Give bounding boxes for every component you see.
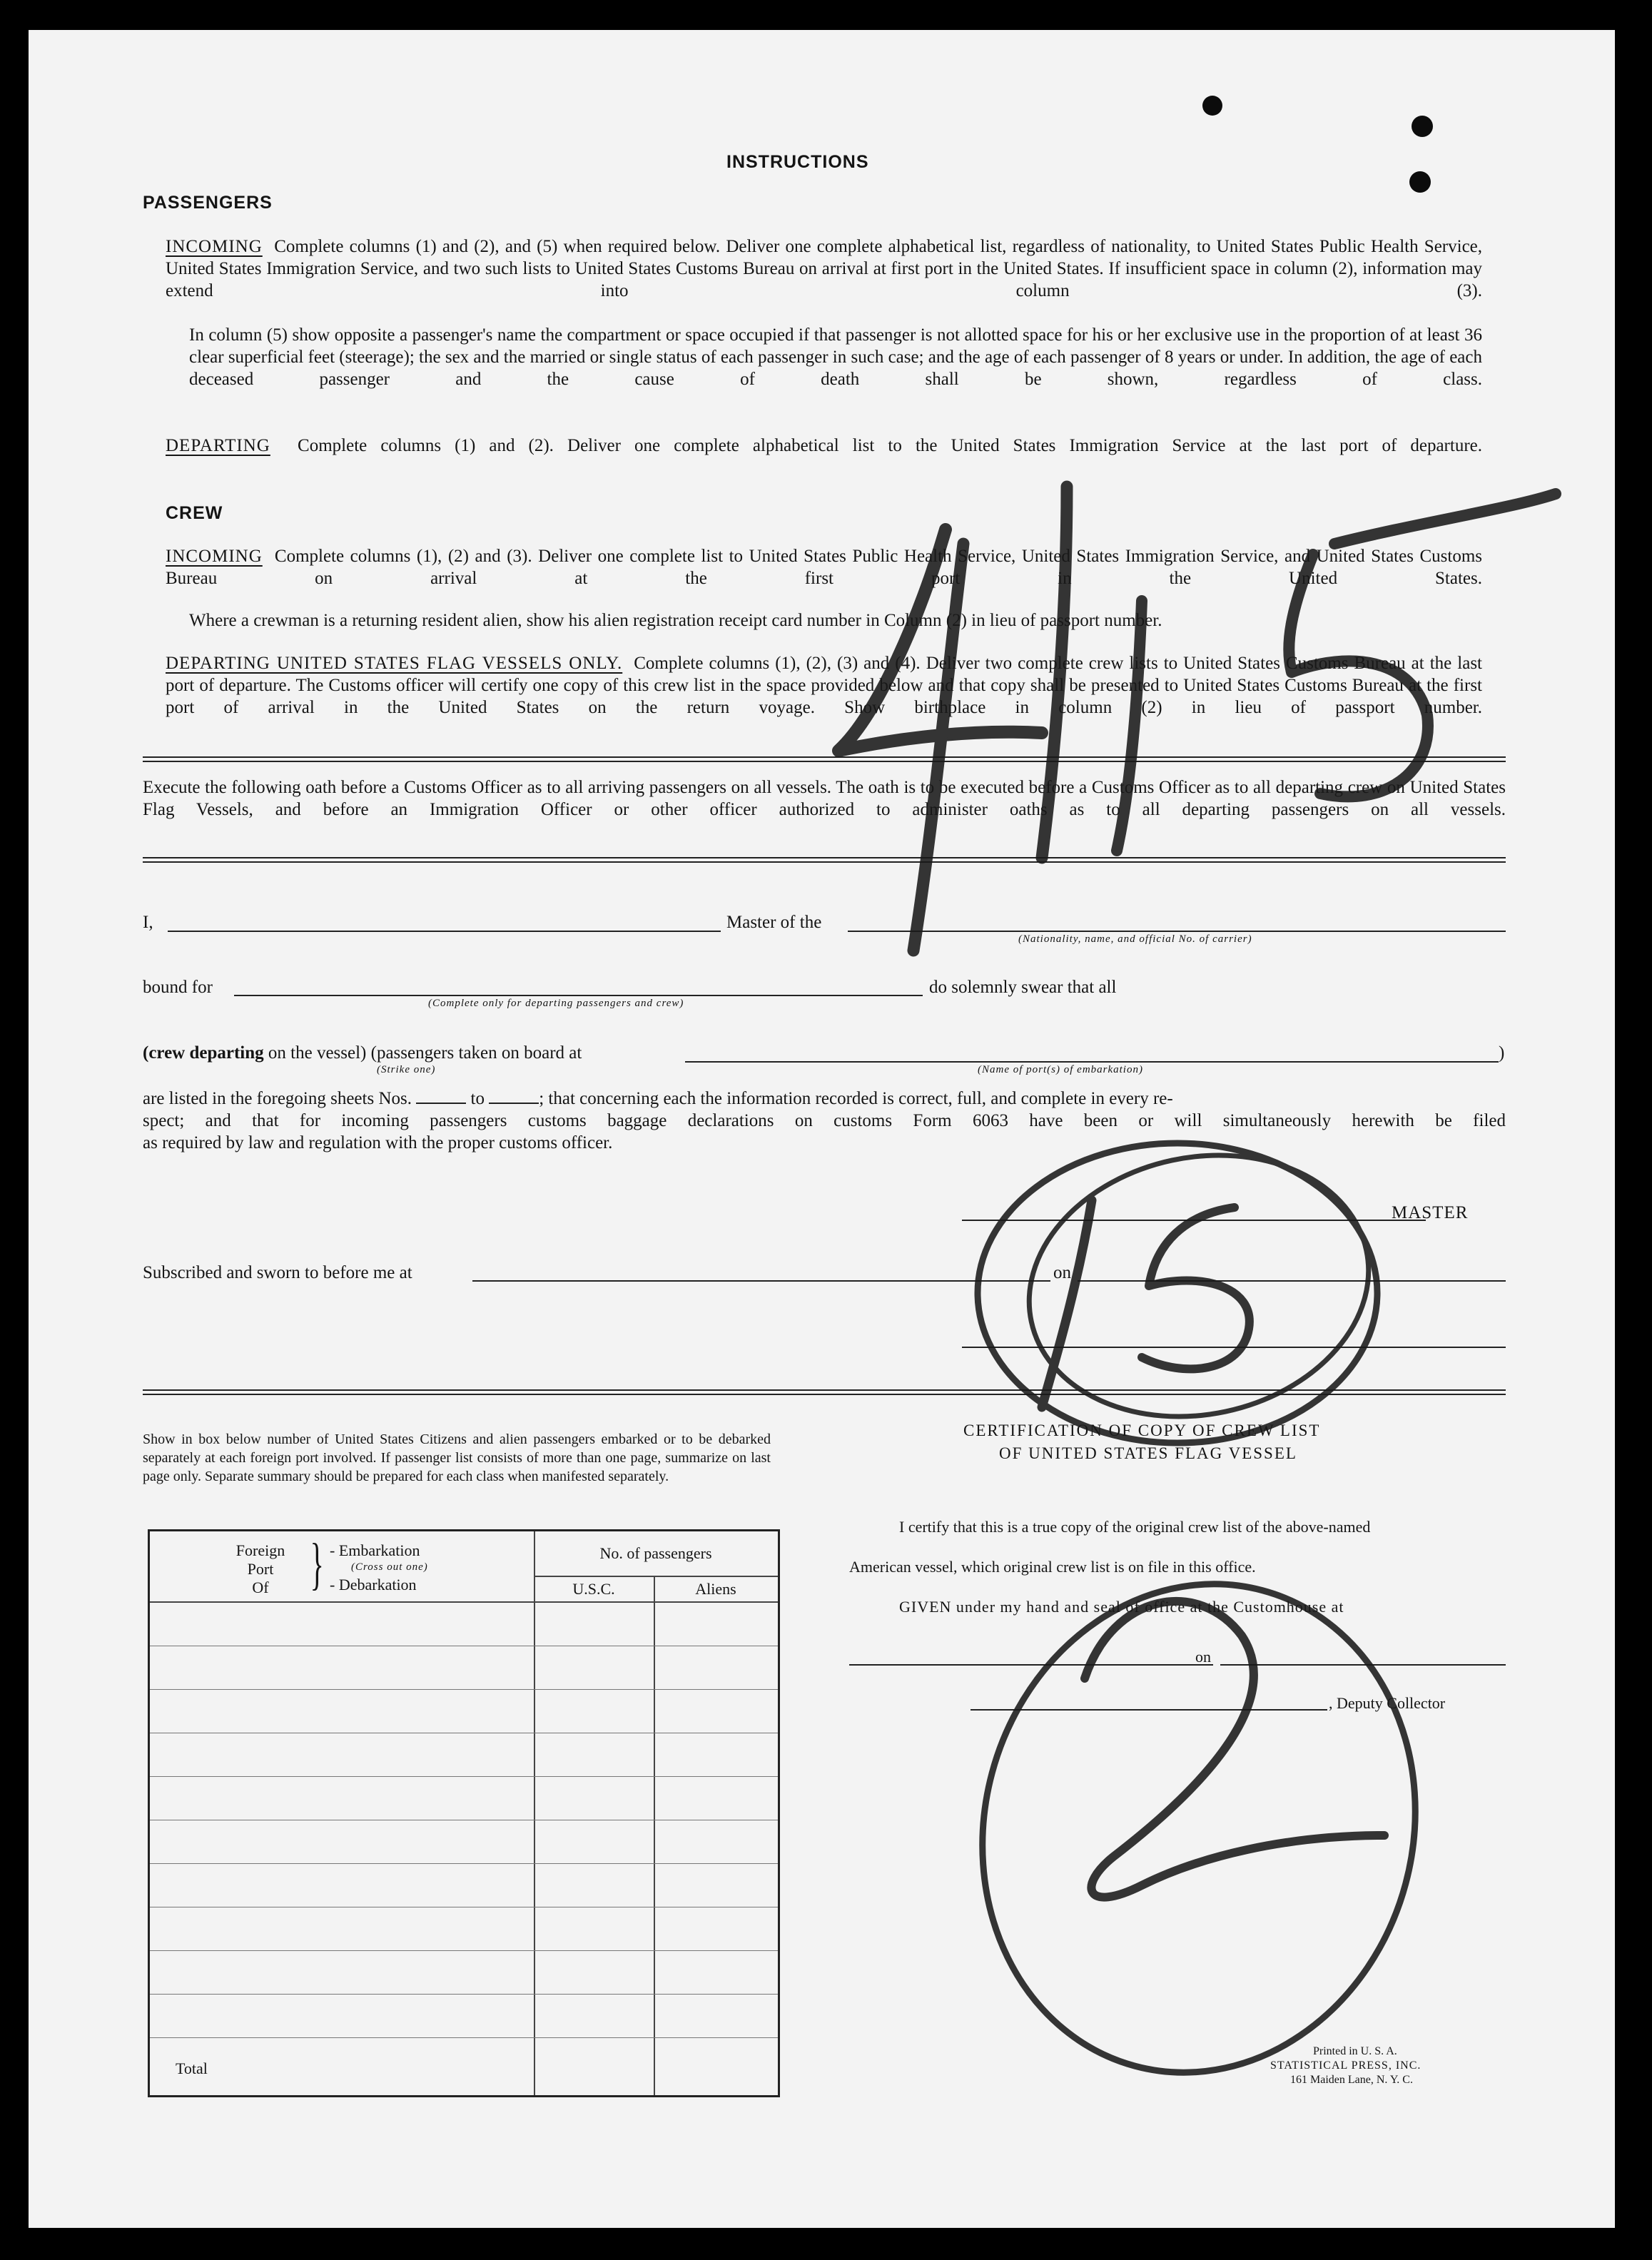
subscribed-on-label: on — [1053, 1263, 1071, 1282]
certify-text: I certify that this is a true copy of the original crew list of the above-named — [899, 1518, 1371, 1536]
handwritten-1 — [1042, 487, 1067, 858]
subscribed-label: Subscribed and sworn to before me at — [143, 1263, 412, 1282]
swear-label: do solemnly swear that all — [929, 978, 1117, 997]
strike-one-caption: (Strike one) — [377, 1064, 436, 1075]
bound-caption: (Complete only for departing passengers and crew) — [428, 998, 684, 1009]
master-of-the-label: Master of the — [726, 913, 822, 932]
aliens-header: Aliens — [695, 1580, 736, 1598]
total-label: Total — [176, 2059, 208, 2077]
crew-departing-text: Complete columns (1), (2), (3) and (4). Deliver two complete crew lists to United States Customs Bureau at the last port of departure. The Customs officer will certify one copy of this crew list in the space provided below and that copy shall be presented to United States Customs Bureau at the first port of arrival in the United States on the return voyage. Show birthplace in column (2) in lieu of passport number. — [166, 654, 1482, 717]
oath-intro: Execute the following oath before a Customs Officer as to all arriving passengers on all vessels. The oath is to be executed before a Customs Officer as to all departing crew on United States Flag Vessels, and before an Immigration Officer or other officer authorized to administer oaths as to all departing passengers on all vessels. — [143, 778, 1506, 819]
deputy-collector-label: , Deputy Collector — [1329, 1694, 1446, 1712]
debarkation-label: - Debarkation — [330, 1576, 417, 1593]
listed-line-3: as required by law and regulation with the proper customs officer. — [143, 1133, 613, 1152]
handwritten-2 — [1085, 1601, 1384, 1897]
incoming-text: Complete columns (1) and (2), and (5) when required below. Deliver one complete alphabetical list, regardless of nationality, to United States Public Health Service, United States Immigration Service, and two such lists to United States Customs Bureau on arrival at first port in the United States. If insufficient space in column (2), information may extend into column (3). — [166, 237, 1483, 300]
printer-line-1: Printed in U. S. A. — [1313, 2045, 1397, 2057]
usc-header: U.S.C. — [572, 1580, 615, 1598]
certification-title-2: OF UNITED STATES FLAG VESSEL — [999, 1444, 1297, 1462]
listed-line-2: spect; and that for incoming passengers customs baggage declarations on customs Form 6063 have been or will simultaneously herewith be filed — [143, 1111, 1506, 1130]
handwritten-15-five — [1142, 1207, 1250, 1369]
handwritten-1b — [1117, 601, 1142, 851]
listed-text-a: are listed in the foregoing sheets Nos. — [143, 1089, 412, 1108]
crew-incoming-text: Complete columns (1), (2) and (3). Deliver one complete list to United States Public Health Service, United States Immigration Service, and United States Customs Bureau on arrival at the first port in the United States. — [166, 547, 1483, 588]
foreign-label: Foreign — [235, 1541, 285, 1559]
port-label: Port — [247, 1560, 274, 1578]
handwritten-5-top — [1334, 494, 1556, 544]
passengers-taken-option: (passengers taken on board at — [370, 1043, 582, 1063]
master-label: MASTER — [1392, 1203, 1469, 1222]
crew-departing-option: (crew departing — [143, 1043, 264, 1063]
crew-heading: CREW — [166, 503, 223, 523]
listed-text-b: ; that concerning each the information recorded is correct, full, and complete in every re- — [539, 1089, 1173, 1108]
listed-to: to — [470, 1089, 485, 1108]
american-vessel-text: American vessel, which original crew list is on file in this office. — [849, 1558, 1256, 1576]
column5-paragraph: In column (5) show opposite a passenger's name the compartment or space occupied if that passenger is not allotted space for his or her exclusive use in the proportion of at least 36 clear superficial feet (steerage); the sex and the married or single status of each passenger in such case; and the age of each passenger of 8 years or under. In addition, the age of each deceased passenger and the cause of death shall be shown, regardless of class. — [189, 325, 1482, 389]
bound-for-label: bound for — [143, 978, 213, 997]
close-paren: ) — [1499, 1043, 1505, 1063]
cross-out-label: (Cross out one) — [351, 1561, 428, 1573]
on-the-vessel: on the vessel) — [268, 1043, 367, 1063]
embarkation-caption: (Name of port(s) of embarkation) — [978, 1064, 1143, 1075]
brace-icon: } — [310, 1533, 324, 1596]
given-text: GIVEN under my hand and seal of office at the Customhouse at — [899, 1598, 1344, 1616]
embarkation-label: - Embarkation — [330, 1541, 420, 1559]
carrier-caption: (Nationality, name, and official No. of carrier) — [1018, 933, 1252, 945]
crew-departing-label: DEPARTING UNITED STATES FLAG VESSELS ONLY. — [166, 654, 623, 673]
form-page — [29, 30, 1615, 2228]
summary-instructions: Show in box below number of United States Citizens and alien passengers embarked or to be debarked separately at each foreign port involved. If passenger list consists of more than one page, summarize on last page only. Separate summary should be prepared for each class when manifested separately. — [143, 1431, 771, 1484]
i-label: I, — [143, 913, 153, 932]
departing-text: Complete columns (1) and (2). Deliver one complete alphabetical list to the United States Immigration Service at the last port of departure. — [298, 436, 1483, 455]
handwriting-overlay — [29, 30, 1615, 2228]
crew-incoming-label: INCOMING — [166, 547, 263, 566]
handwritten-circle — [978, 1143, 1377, 1443]
handwritten-large-circle — [928, 1535, 1469, 2122]
printer-line-2: STATISTICAL PRESS, INC. — [1270, 2059, 1422, 2072]
passengers-heading: PASSENGERS — [143, 193, 273, 213]
printer-line-3: 161 Maiden Lane, N. Y. C. — [1290, 2074, 1413, 2086]
crewman-paragraph: Where a crewman is a returning resident alien, show his alien registration receipt card number in Column (2) in lieu of passport number. — [189, 611, 1162, 630]
certification-on-label: on — [1195, 1648, 1211, 1666]
incoming-label: INCOMING — [166, 237, 263, 256]
handwritten-5-body — [1289, 554, 1428, 796]
certification-title-1: CERTIFICATION OF COPY OF CREW LIST — [963, 1422, 1321, 1439]
departing-label: DEPARTING — [166, 436, 270, 455]
of-label: Of — [252, 1579, 269, 1596]
no-of-passengers-header: No. of passengers — [599, 1544, 712, 1562]
instructions-title: INSTRUCTIONS — [726, 152, 869, 172]
